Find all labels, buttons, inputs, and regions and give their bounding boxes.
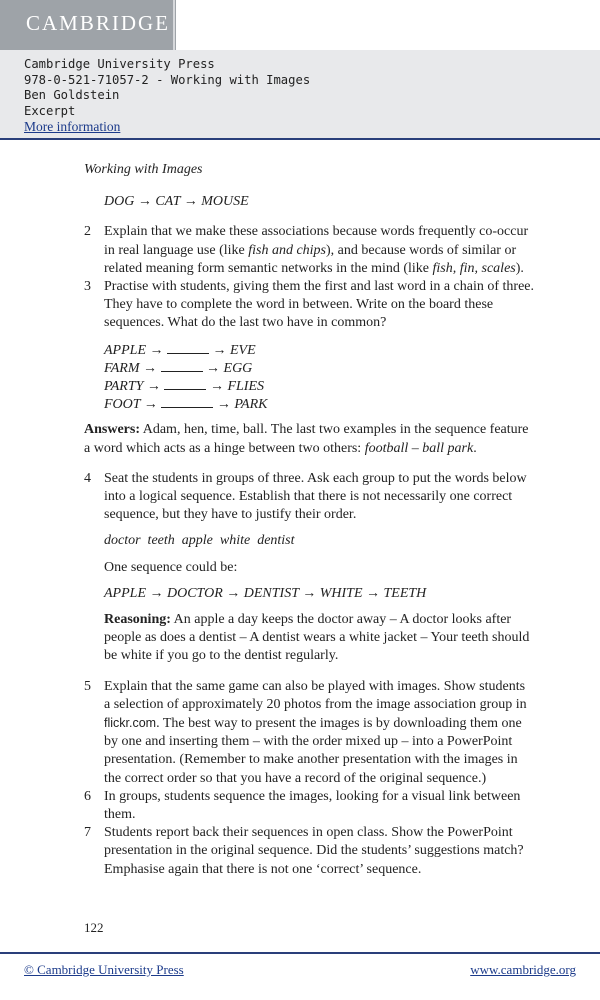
list-item-4 <box>84 470 534 666</box>
answers-label: Answers: <box>84 422 140 438</box>
chain-start: FOOT → <box>104 397 158 413</box>
reasoning-label: Reasoning: <box>104 612 171 627</box>
answers-emphasis: football – ball park <box>364 440 474 456</box>
answers-text: Adam, hen, time, ball. The last two examples in the sequence feature a word which acts as a hinge between two others: <box>84 422 529 456</box>
list-item-2 <box>84 223 534 278</box>
chain-row <box>104 395 534 413</box>
item-text: . The best way to present the images is by downloading them one by one and inserting them – with the order mixed up – into a PowerPoint presentation. (Remember to make another presentation with the images in the correct order so that you have a record of the original sequence.) <box>104 716 522 786</box>
answer-blank <box>167 341 209 354</box>
item-text: Seat the students in groups of three. Ask each group to put the words below into a logical sequence. Establish that there is not necessarily one correct sequence, but they have to justify their order. <box>104 470 527 523</box>
answer-blank <box>164 377 206 390</box>
one-sequence-label: One sequence could be: <box>104 559 238 575</box>
item-text: ). <box>515 260 524 276</box>
word-chains <box>104 341 534 414</box>
item-number: 7 <box>84 825 91 841</box>
isbn-title: 978-0-521-71057-2 - Working with Images <box>24 72 311 87</box>
item-number: 6 <box>84 788 91 804</box>
word-list: doctor teeth apple white dentist <box>104 533 295 549</box>
copyright-link[interactable]: © Cambridge University Press <box>24 962 184 977</box>
publisher: Cambridge University Press <box>24 57 215 71</box>
more-information-link[interactable]: More information <box>24 119 121 135</box>
chain-end: → FLIES <box>209 379 264 394</box>
reasoning-text: An apple a day keeps the doctor away – A doctor looks after people as does a dentist – A dentist wears a white jacket – Your teeth should be white if you go to the dentist regularly. <box>104 612 530 664</box>
item-text: Practise with students, giving them the first and last word in a chain of three. They have to complete the word in between. Write on the board these sequences. What do the last two have in common? <box>104 279 535 331</box>
list-item-3 <box>84 278 534 333</box>
list-item-6 <box>84 788 534 824</box>
item-text: Explain that we make these associations because words frequently co-occur in real language use (like <box>104 224 529 258</box>
chain-row <box>104 377 534 395</box>
chain-end: → EGG <box>206 360 253 376</box>
book-metadata <box>24 57 310 135</box>
sequence-apple-teeth: APPLE → DOCTOR → DENTIST → WHITE → TEETH <box>104 585 427 601</box>
page-number: 122 <box>84 920 104 935</box>
bottom-rule <box>0 952 600 954</box>
website-link[interactable]: www.cambridge.org <box>470 962 576 977</box>
excerpt-label: Excerpt <box>24 103 76 118</box>
item-text: ), and because words of similar or related meaning form semantic networks in the mind (like <box>104 242 517 276</box>
item-number: 4 <box>84 470 91 486</box>
author: Ben Goldstein <box>24 88 120 103</box>
item-text: In groups, students sequence the images, looking for a visual link between them. <box>104 788 521 823</box>
page-body <box>84 161 534 879</box>
cambridge-logo: CAMBRIDGE <box>26 11 171 35</box>
answer-blank <box>161 395 213 408</box>
item-emphasis: fish and chips <box>248 242 326 258</box>
header-divider <box>173 0 175 50</box>
header-blank-area <box>176 0 600 50</box>
chain-end: → EVE <box>212 342 256 358</box>
item-text: Explain that the same game can also be played with images. Show students a selection of approximately 20 photos from the image association group in <box>104 678 527 712</box>
answers-text: . <box>473 440 477 456</box>
chain-start: APPLE → <box>104 342 164 358</box>
list-item-5 <box>84 678 534 788</box>
answers-paragraph <box>84 421 534 457</box>
flickr-reference: flickr.com <box>104 716 157 731</box>
chain-start: PARTY → <box>104 379 161 394</box>
chain-row <box>104 359 534 377</box>
item-number: 3 <box>84 279 91 295</box>
sequence-dog-cat-mouse: DOG → CAT → MOUSE <box>104 194 249 210</box>
chain-start: FARM → <box>104 360 158 376</box>
header-bar <box>0 0 600 50</box>
item-text: Students report back their sequences in open class. Show the PowerPoint presentation in the original sequence. Did the students’ suggestions match? Emphasise again that there is not one ‘correct’ sequence. <box>104 825 524 877</box>
top-rule <box>0 138 600 140</box>
answer-blank <box>161 359 203 372</box>
running-head: Working with Images <box>84 162 203 177</box>
reasoning-paragraph <box>84 611 534 666</box>
item-number: 5 <box>84 678 91 694</box>
item-emphasis: fish, fin, scales <box>432 260 516 276</box>
chain-row <box>104 341 534 359</box>
item-number: 2 <box>84 224 91 240</box>
chain-end: → PARK <box>216 397 268 413</box>
list-item-7 <box>84 824 534 879</box>
